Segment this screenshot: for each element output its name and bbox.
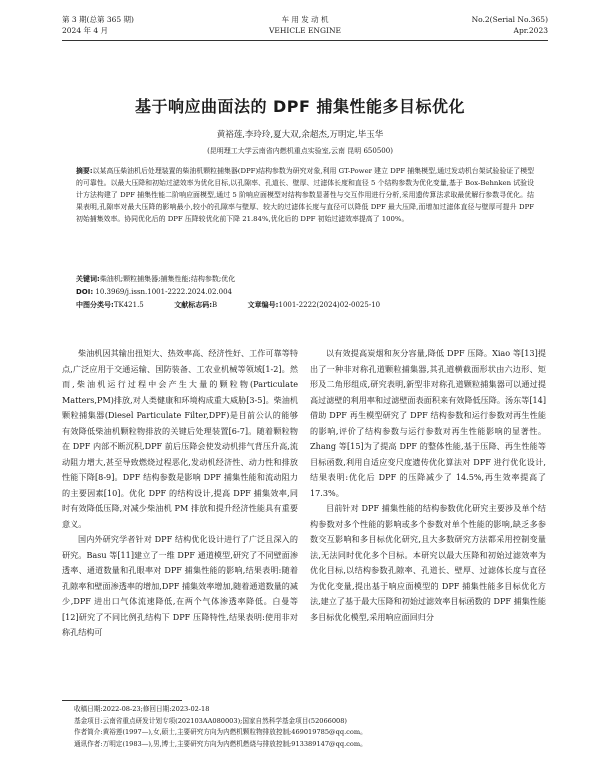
serial-info [472, 14, 548, 36]
serial-date: Apr.2023 [513, 26, 548, 35]
issue-number: 第 3 期(总第 365 期) [62, 15, 134, 24]
doi-value[interactable]: 10.3969/j.issn.1001-2222.2024.02.004 [95, 288, 233, 296]
keywords [76, 274, 534, 284]
doc-code-label: 文献标志码: [174, 301, 213, 309]
serial-number: No.2(Serial No.365) [471, 15, 548, 24]
article-no-label: 文章编号: [247, 301, 279, 309]
issue-date: 2024 年 4 月 [62, 26, 109, 35]
keywords-value: 柴油机;颗粒捕集器;捕集性能;结构参数;优化 [99, 275, 236, 283]
body-paragraph: 柴油机因其输出扭矩大、热效率高、经济性好、工作可靠等特点,广泛应用于交通运输、国防装备、工农业机械等领域[1-2]。然而,柴油机运行过程中会产生大量的颗粒物(Particulate Matters,PM)排放,对人类健康和环境构成重大威胁[3-5]。柴油机颗粒捕集器(Diesel Particulate Filter,DPF)是目前公认的能够有效降低柴油机颗粒物排放的关键后处理装置[6-7]。随着颗粒物在 DPF 内部不断沉积,DPF 前后压降会使发动机排气背压升高,流动阻力增大,甚至导致燃烧过程恶化,发动机经济性、动力性和排放性能下降[8-9]。DPF 结构参数是影响 DPF 捕集性能和流动阻力的主要因素[10]。优化 DPF 的结构设计,提高 DPF 捕集效率,同时有效降低压降,对减少柴油机 PM 排放和提升经济性能具有重要意义。 [62, 348, 298, 529]
clc-label: 中图分类号: [76, 301, 114, 309]
clc-value: TK421.5 [113, 301, 144, 309]
body-column-left [62, 346, 298, 641]
body-paragraph: 以有效提高炭烟和灰分容量,降低 DPF 压降。Xiao 等[13]提出了一种非对称孔道颗粒捕集器,其孔道横截面形状由六边形、矩形及二角形组成,研究表明,新型非对称孔道颗粒捕集器可以通过提高过滤壁的利用率和过滤壁面表面积来有效降低压降。汤东等[14]借助 DPF 再生模型研究了 DPF 结构参数和运行参数对再生性能的影响,评价了结构参数与运行参数对再生性能影响的显著性。Zhang 等[15]为了提高 DPF 的整体性能,基于压降、再生性能等目标函数,利用自适应变尺度遗传优化算法对 DPF 进行优化设计,结果表明:优化后 DPF 的压降减少了 14.5%,再生效率提高了 17.3%。 [310, 348, 546, 498]
body-paragraph: 国内外研究学者针对 DPF 结构优化设计进行了广泛且深入的研究。Basu 等[11]建立了一维 DPF 通道模型,研究了不同壁面渗透率、通道数量和孔眼率对 DPF 捕集性能的影响,结果表明:随着孔隙率和壁面渗透率的增加,DPF 捕集效率增加,随着通道数量的减少,DPF 进出口气体流速降低,在两个气体渗透率降低。白曼等[12]研究了不同比例孔结构下 DPF 压降特性,结果表明:使用非对称孔结构可 [62, 534, 298, 637]
footnote-divider [62, 700, 182, 701]
fund-info: 基金项目:云南省重点研发计划专项(202103AA080003);国家自然科学基金项目(52066008) [74, 716, 348, 725]
journal-name-en: VEHICLE ENGINE [268, 26, 341, 35]
keywords-label: 关键词: [76, 275, 100, 283]
abstract-text: 以某高压柴油机后处理装置的柴油机颗粒捕集器(DPF)结构参数为研究对象,利用 GT-Power 建立 DPF 捕集模型,通过发动机台架试验验证了模型的可靠性。以最大压降和初始过滤效率为优化目标,以孔隙率、孔道长、壁厚、过滤体长度和直径 5 个结构参数为优化变量,基于 Box-Behnken 试验设计方法构建了 DPF 捕集性能二阶响应面模型,通过 5 阶响应面模型对结构参数显著性与交互作用进行分析,采用遗传算法求取最优解行参数寻优化。结果表明,孔隙率对最大压降的影响最小,较小的孔隙率与壁厚、较大的过滤体长度与直径可以降低 DPF 最大压降,而增加过滤体直径与壁厚可提升 DPF 初始捕集效率。协同优化后的 DPF 压降较优化前下降 21.84%,优化后的 DPF 初始过滤效率提高了 100%。 [76, 167, 534, 223]
paper-title: 基于响应曲面法的 DPF 捕集性能多目标优化 [134, 97, 466, 116]
article-no-value: 1001-2222(2024)02-0025-10 [278, 301, 381, 309]
corresponding-author: 通讯作者:万明定(1983—),男,博士,主要研究方向为内燃机燃烧与排放控制;913389147@qq.com。 [74, 739, 367, 748]
body-column-right [310, 346, 546, 625]
author-bio: 作者简介:黄裕莲(1997—),女,硕士,主要研究方向为内燃机颗粒物排放控制;469019785@qq.com。 [74, 728, 367, 736]
doi-label: DOI: [76, 288, 94, 296]
body-paragraph: 目前针对 DPF 捕集性能的结构参数优化研究主要涉及单个结构参数对多个性能的影响或多个参数对单个性能的影响,缺乏多参数交互影响和多目标优化研究,且大多数研究方法都采用控制变量法,无法同时优化多个目标。本研究以最大压降和初始过滤效率为优化目标,以结构参数孔隙率、孔道长、壁厚、过滤体长度与直径为优化变量,提出基于响应面模型的 DPF 捕集性能多目标优化方法,建立了基于最大压降和初始过滤效率目标函数的 DPF 捕集性能多目标优化模型,采用响应面回归分 [310, 503, 546, 622]
received-date: 收稿日期:2022-08-23;修回日期:2023-02-18 [74, 705, 210, 713]
abstract-label: 摘要: [76, 167, 93, 175]
doi [76, 287, 534, 297]
footnotes [74, 704, 560, 750]
classification-line [76, 300, 534, 310]
doc-code-value: B [212, 301, 218, 309]
author-list: 黄裕莲,李玲玲,夏大双,余超杰,万明定,毕玉华 [216, 130, 384, 140]
running-header [62, 12, 548, 41]
affiliation: (昆明理工大学云南省内燃机重点实验室,云南 昆明 650500) [207, 147, 393, 155]
journal-name-cn: 车 用 发 动 机 [281, 15, 329, 24]
abstract [76, 165, 534, 225]
